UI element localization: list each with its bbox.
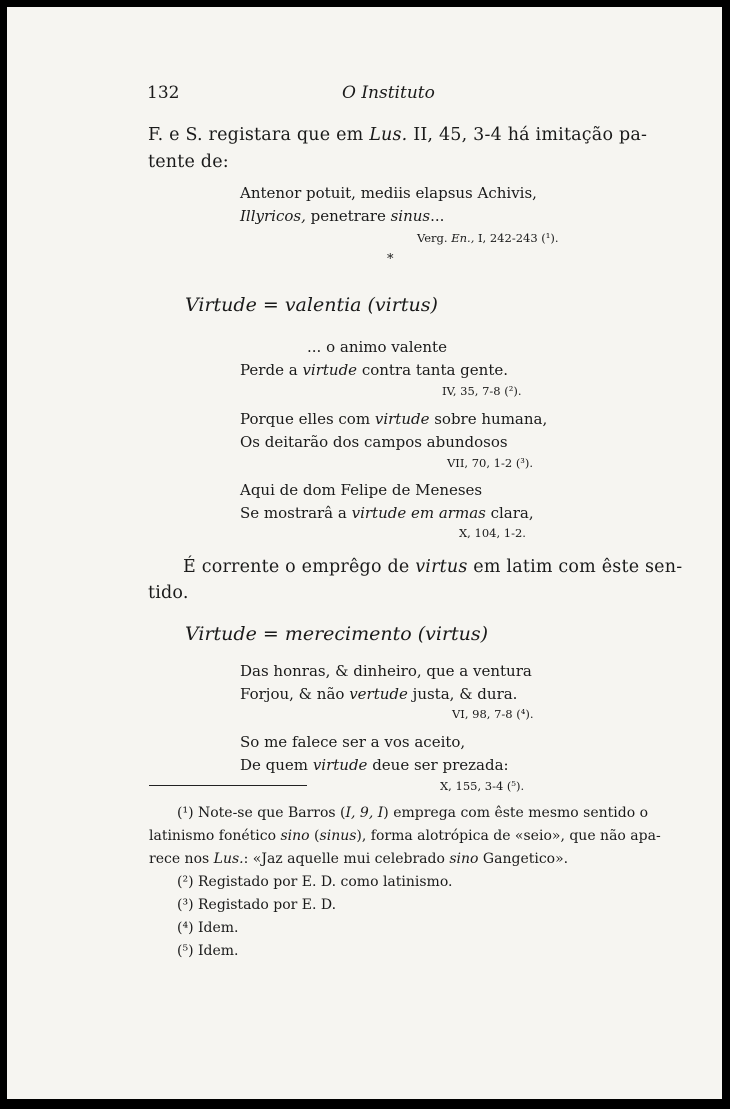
section-heading-valentia: Virtude = valentia (virtus) [185, 294, 438, 316]
paragraph-line-1: É corrente o emprêgo de virtus em latim com êste sen- [183, 557, 683, 577]
quote-4-citation: VI, 98, 7-8 (⁴). [452, 707, 534, 721]
quote-4-line-2: Forjou, & não vertude justa, & dura. [240, 685, 518, 703]
footnote-3: (³) Registado por E. D. [177, 897, 337, 913]
intro-line-1: F. e S. registara que em Lus. II, 45, 3-4 há imitação pa- [148, 125, 648, 145]
intro-line-2: tente de: [148, 152, 229, 172]
footnote-1-line-3: rece nos Lus.: «Jaz aquelle mui celebrado sino Gangetico». [149, 851, 569, 867]
quote-5-citation: X, 155, 3-4 (⁵). [440, 779, 525, 793]
section-heading-merecimento: Virtude = merecimento (virtus) [185, 623, 489, 645]
footnote-4: (⁴) Idem. [177, 920, 239, 936]
separator-asterisk: * [387, 252, 394, 267]
quote-3-line-1: Aqui de dom Felipe de Meneses [240, 481, 483, 499]
quote-2-line-2: Os deitarão dos campos abundosos [240, 433, 508, 451]
quote-5-line-2: De quem virtude deue ser prezada: [240, 756, 509, 774]
paragraph-line-2: tido. [148, 583, 189, 603]
quote-3-citation: X, 104, 1-2. [459, 526, 526, 540]
verg-quote-line-2: Illyricos, penetrare sinus... [240, 207, 445, 225]
footnote-5: (⁵) Idem. [177, 943, 239, 959]
page [7, 7, 722, 1099]
footnote-1-line-2: latinismo fonético sino (sinus), forma alotrópica de «seio», que não apa- [149, 828, 661, 844]
footnote-rule [149, 785, 307, 786]
quote-5-line-1: So me falece ser a vos aceito, [240, 733, 466, 751]
verg-citation: Verg. En., I, 242-243 (¹). [417, 231, 559, 245]
page-number: 132 [147, 83, 180, 103]
quote-2-citation: VII, 70, 1-2 (³). [447, 456, 534, 470]
verg-quote-line-1: Antenor potuit, mediis elapsus Achivis, [240, 184, 537, 202]
footnote-1-line-1: (¹) Note-se que Barros (I, 9, I) emprega com êste mesmo sentido o [177, 805, 649, 821]
quote-1-line-2: Perde a virtude contra tanta gente. [240, 361, 508, 379]
footnote-2: (²) Registado por E. D. como latinismo. [177, 874, 453, 890]
quote-1-citation: IV, 35, 7-8 (²). [442, 384, 522, 398]
quote-4-line-1: Das honras, & dinheiro, que a ventura [240, 662, 532, 680]
quote-3-line-2: Se mostrarâ a virtude em armas clara, [240, 504, 534, 522]
quote-1-line-1: ... o animo valente [307, 338, 447, 356]
quote-2-line-1: Porque elles com virtude sobre humana, [240, 410, 548, 428]
running-title: O Instituto [342, 83, 435, 103]
